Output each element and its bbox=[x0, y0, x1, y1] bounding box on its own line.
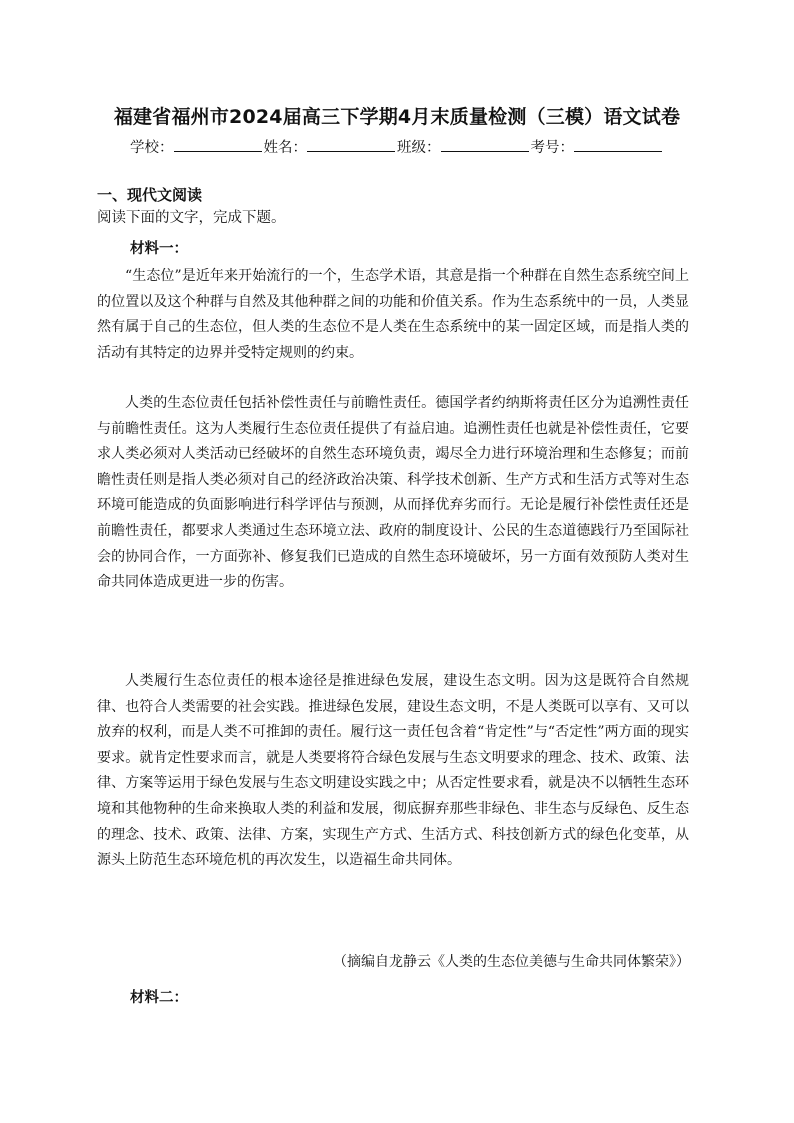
class-label: 班级： bbox=[397, 140, 441, 156]
exam-number-field bbox=[531, 136, 665, 157]
exam-number-label: 考号： bbox=[530, 140, 574, 156]
class-blank bbox=[441, 136, 529, 152]
exam-number-blank bbox=[574, 136, 662, 152]
name-blank bbox=[307, 136, 395, 152]
school-field bbox=[130, 136, 264, 157]
school-blank bbox=[174, 136, 262, 152]
material-one-paragraph: 人类履行生态位责任的根本途径是推进绿色发展，建设生态文明。因为这是既符合自然规律、也符合人类需要的社会实践。推进绿色发展，建设生态文明，不是人类既可以享有、又可以放弃的权利，而是人类不可推卸的责任。履行这一责任包含着“肯定性”与“否定性”两方面的现实要求。就肯定性要求而言，就是人类要将符合绿色发展与生态文明要求的理念、技术、政策、法律、方案等运用于绿色发展与生态文明建设实践之中；从否定性要求看，就是决不以牺牲生态环境和其他物种的生命来换取人类的利益和发展，彻底摒弃那些非绿色、非生态与反绿色、反生态的理念、技术、政策、法律、方案，实现生产方式、生活方式、科技创新方式的绿色化变革，从源头上防范生态环境危机的再次发生，以造福生命共同体。 bbox=[97, 673, 689, 869]
exam-title: 福建省福州市2024届高三下学期4月末质量检测（三模）语文试卷 bbox=[113, 106, 681, 128]
material-one-paragraph: 人类的生态位责任包括补偿性责任与前瞻性责任。德国学者约纳斯将责任区分为追溯性责任与前瞻性责任。这为人类履行生态位责任提供了有益启迪。追溯性责任也就是补偿性责任，它要求人类必须对人类活动已经破坏的自然生态环境负责，竭尽全力进行环境治理和生态修复；而前瞻性责任则是指人类必须对自己的经济政治决策、科学技术创新、生产方式和生活方式等对生态环境可能造成的负面影响进行科学评估与预测，从而择优弃劣而行。无论是履行补偿性责任还是前瞻性责任，都要求人类通过生态环境立法、政府的制度设计、公民的生态道德践行乃至国际社会的协同合作，一方面弥补、修复我们已造成的自然生态环境破坏，另一方面有效预防人类对生命共同体造成更进一步的伤害。 bbox=[97, 395, 689, 591]
material-one-label: 材料一： bbox=[130, 240, 188, 257]
material-one-paragraph: “生态位”是近年来开始流行的一个，生态学术语，其意是指一个种群在自然生态系统空间上的位置以及这个种群与自然及其他种群之间的功能和价值关系。作为生态系统中的一员，人类显然有属于自己的生态位，但人类的生态位不是人类在生态系统中的某一固定区域，而是指人类的活动有其特定的边界并受特定规则的约束。 bbox=[97, 268, 689, 361]
material-two-label: 材料二： bbox=[130, 989, 188, 1006]
material-one-source: （摘编自龙静云《人类的生态位美德与生命共同体繁荣》） bbox=[333, 954, 690, 970]
school-label: 学校： bbox=[130, 140, 174, 156]
section-heading: 一、现代文阅读 bbox=[97, 186, 203, 204]
name-field bbox=[264, 136, 398, 157]
name-label: 姓名： bbox=[263, 140, 307, 156]
class-field bbox=[397, 136, 531, 157]
reading-instruction: 阅读下面的文字，完成下题。 bbox=[97, 210, 286, 226]
student-info-fields bbox=[0, 136, 794, 157]
